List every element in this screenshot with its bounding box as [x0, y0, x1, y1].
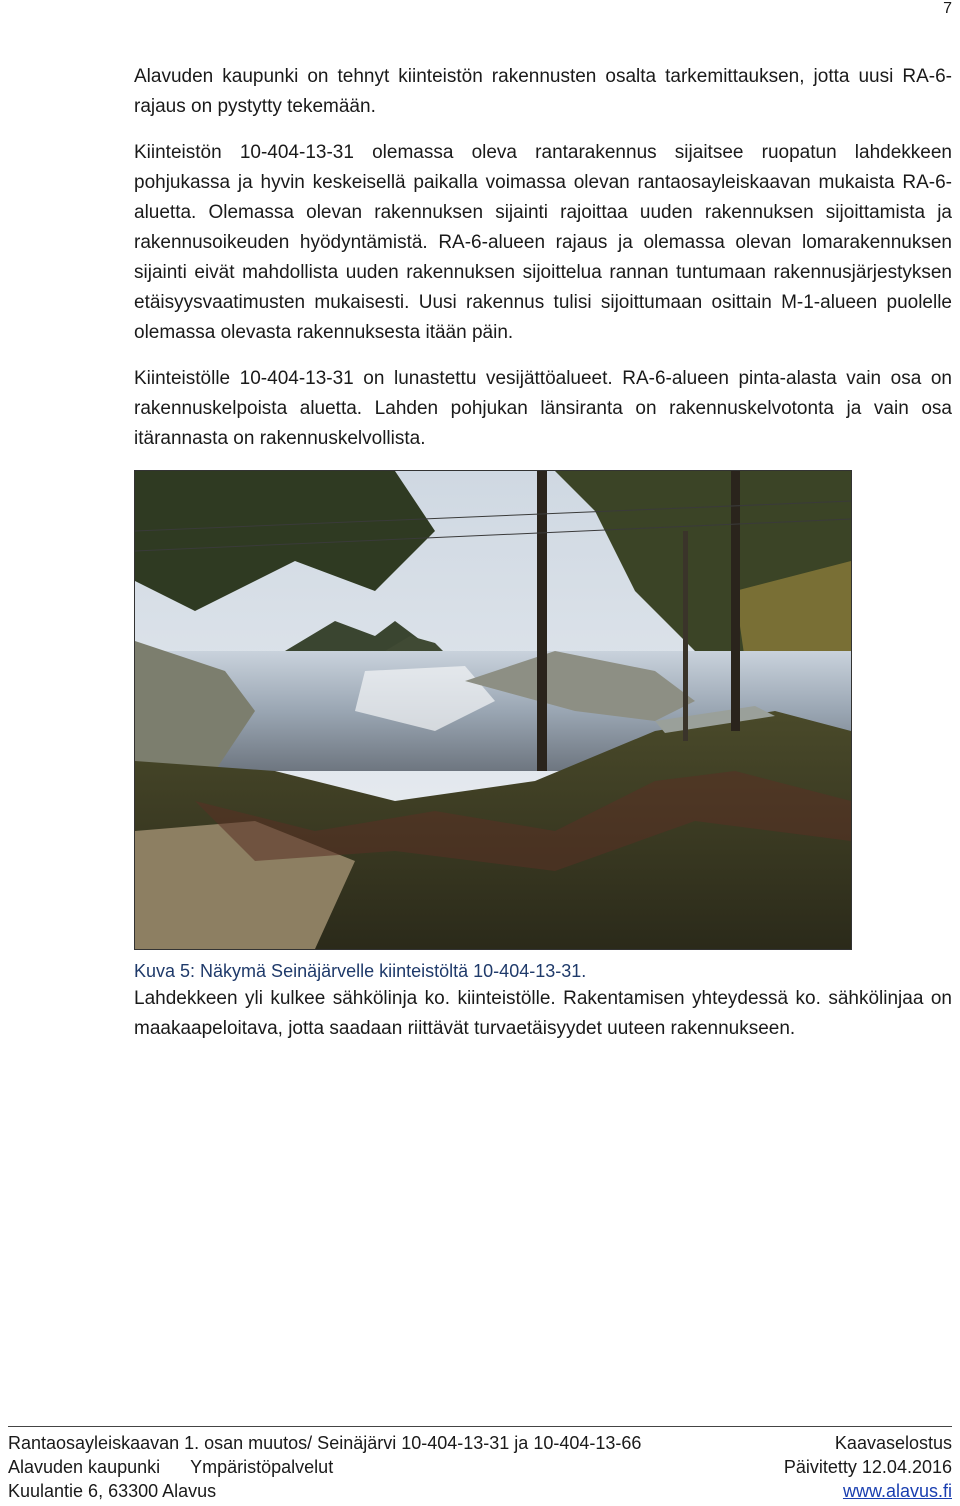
footer-updated: Päivitetty 12.04.2016 [783, 1457, 952, 1477]
footer-org-line [8, 1455, 333, 1479]
footer-address: Kuulantie 6, 63300 Alavus [8, 1481, 217, 1501]
figure-caption: Kuva 5: Näkymä Seinäjärvelle kiinteistöltä 10-404-13-31. [134, 961, 587, 981]
page-number: 7 [943, 0, 952, 17]
footer-dept: Ympäristöpalvelut [190, 1457, 334, 1477]
paragraph-4: Lahdekkeen yli kulkee sähkölinja ko. kiinteistölle. Rakentamisen yhteydessä ko. sähkölinjaa on maakaapeloitava, jotta saadaan riittävät turvaetäisyydet uuteen rakennukseen. [134, 988, 952, 1039]
paragraph-3: Kiinteistölle 10-404-13-31 on lunastettu vesijättöalueet. RA-6-alueen pinta-alasta vain osa on rakennuskelpoista aluetta. Lahden pohjukan länsiranta on rakennuskelvotonta ja vain osa itärannasta on rakennuskelvollista. [134, 368, 952, 449]
lake-view-photo [134, 470, 852, 950]
paragraph-1: Alavuden kaupunki on tehnyt kiinteistön rakennusten osalta tarkemittauksen, jotta uusi RA-6- rajaus on pystytty tekemään. [134, 66, 952, 117]
page-content [134, 62, 952, 1060]
footer-doc-title: Rantaosayleiskaavan 1. osan muutos/ Seinäjärvi 10-404-13-31 ja 10-404-13-66 [8, 1433, 642, 1453]
footer-website-link[interactable]: www.alavus.fi [842, 1481, 952, 1501]
paragraph-2: Kiinteistön 10-404-13-31 olemassa oleva rantarakennus sijaitsee ruopatun lahdekkeen pohjukassa ja hyvin keskeisellä paikalla voimassa olevan rantaosayleiskaavan mukaista RA-6-aluetta. Olemassa olevan rakennuksen sijainti rajoittaa uuden rakennuksen sijoittamista ja rakennusoikeuden hyödyntämistä. RA-6-alueen rajaus ja olemassa olevan lomarakennuksen sijainti eivät mahdollista uuden rakennuksen sijoittelua rannan tuntumaan rakennusjärjestyksen etäisyysvaatimusten mukaisesti. Uusi rakennus tulisi sijoittumaan osittain M-1-alueen puolelle olemassa olevasta rakennuksesta itään päin. [134, 142, 952, 343]
footer-org: Alavuden kaupunki [8, 1457, 161, 1477]
page-footer [8, 1426, 952, 1503]
footer-doc-type: Kaavaselostus [834, 1433, 952, 1453]
